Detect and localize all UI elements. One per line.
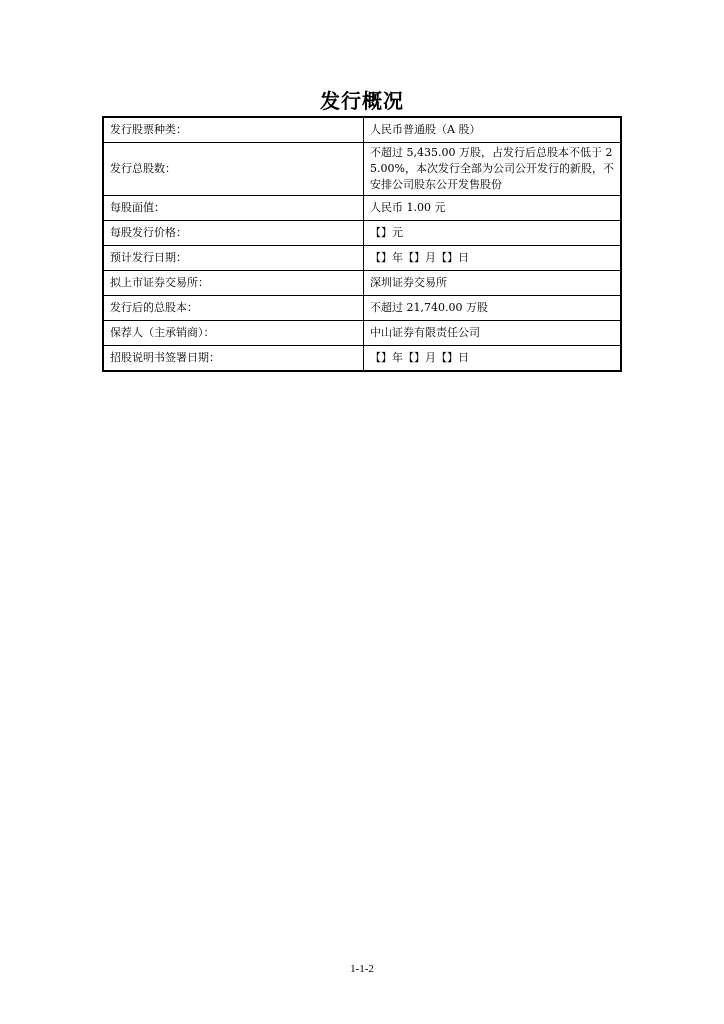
table-row-total-shares [103,143,621,196]
table-row-prospectus-date [103,346,621,372]
page-title: 发行概况 [320,89,404,113]
row-label: 每股发行价格： [103,221,364,246]
row-label: 每股面值： [103,196,364,221]
row-value: 中山证券有限责任公司 [364,321,622,346]
row-value: 不超过 5,435.00 万股，占发行后总股本不低于 25.00%，本次发行全部为公司公开发行的新股，不安排公司股东公开发售股份 [364,143,622,196]
row-value: 【】年【】月【】日 [364,246,622,271]
table-row-par-value [103,196,621,221]
row-label: 保荐人（主承销商）： [103,321,364,346]
table-row-issue-date [103,246,621,271]
row-value: 人民币普通股（A 股） [364,117,622,143]
row-label: 发行后的总股本： [103,296,364,321]
table-row-exchange [103,271,621,296]
table-row-post-issue-capital [103,296,621,321]
row-label: 发行总股数： [103,143,364,196]
row-value: 【】元 [364,221,622,246]
offering-overview-table [102,116,622,372]
page-number: 1-1-2 [350,963,374,975]
row-value: 人民币 1.00 元 [364,196,622,221]
row-value: 【】年【】月【】日 [364,346,622,372]
row-label: 招股说明书签署日期： [103,346,364,372]
table-row-sponsor [103,321,621,346]
row-value: 不超过 21,740.00 万股 [364,296,622,321]
table-row-stock-type [103,117,621,143]
row-label: 发行股票种类： [103,117,364,143]
row-value: 深圳证券交易所 [364,271,622,296]
row-label: 预计发行日期： [103,246,364,271]
row-label: 拟上市证券交易所： [103,271,364,296]
table-row-issue-price [103,221,621,246]
